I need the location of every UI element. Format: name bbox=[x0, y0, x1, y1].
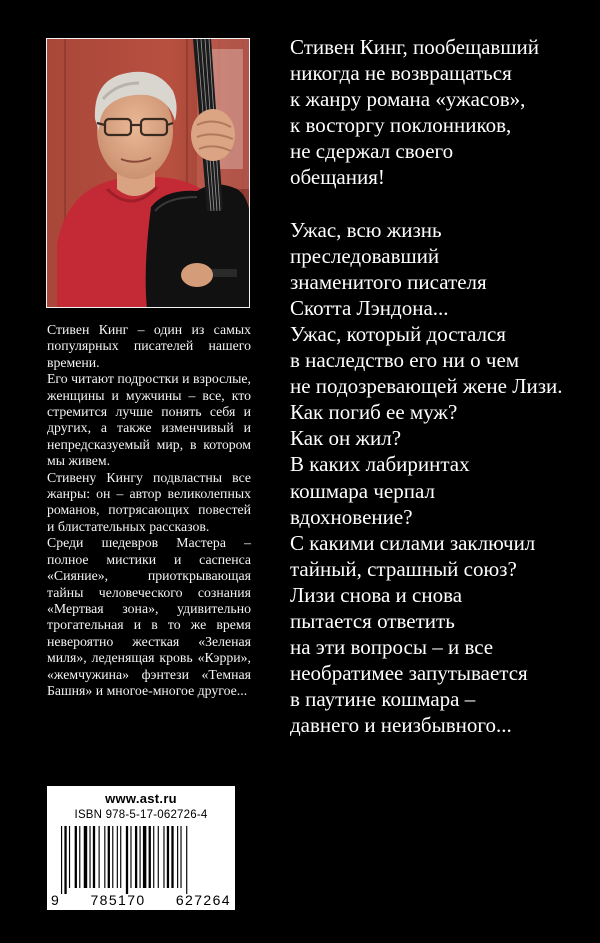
blurb-line: Ужас, который достался bbox=[290, 321, 506, 346]
blurb-line: тайный, страшный союз? bbox=[290, 556, 517, 581]
blurb-line: В каких лабиринтах bbox=[290, 452, 470, 477]
barcode-icon bbox=[61, 826, 221, 894]
blurb-line: не подозревающей жене Лизи. bbox=[290, 374, 563, 399]
blurb-lead bbox=[290, 34, 590, 191]
blurb-line: преследовавший bbox=[290, 243, 440, 268]
blurb-line: в наследство его ни о чем bbox=[290, 348, 520, 373]
author-bio bbox=[47, 322, 251, 699]
isbn-text: ISBN 978-5-17-062726-4 bbox=[74, 809, 208, 821]
blurb-line: Стивен Кинг, пообещавший bbox=[290, 35, 539, 59]
blurb-line: знаменитого писателя bbox=[290, 269, 487, 294]
bio-paragraph: Среди шедевров Мастера – полное мистики и саспенса «Сияние», приоткрывающая тайны человеческого сознания «Мертвая зона», удивительно трогательная и в то же время невероятно жесткая «Зеленая миля», леденящая кровь «Кэрри», «жемчужина» фэнтези «Темная Башня» и многое-многое другое... bbox=[47, 535, 251, 698]
blurb-line: на эти вопросы – и все bbox=[290, 635, 494, 660]
bio-paragraph: Его читают подростки и взрослые, женщины и мужчины – все, кто стремится лучше понять себя и других, а также изменчивый и непредсказуемый мир, в котором мы живем. bbox=[47, 371, 251, 469]
blurb-line: необратимее запутывается bbox=[290, 661, 528, 686]
author-photo bbox=[46, 38, 250, 308]
blurb-line: давнего и неизбывного... bbox=[290, 713, 512, 738]
book-blurb bbox=[290, 34, 590, 738]
blurb-line: Ужас, всю жизнь bbox=[290, 217, 442, 242]
publisher-site: www.ast.ru bbox=[105, 791, 177, 806]
bio-paragraph: Стивену Кингу подвластны все жанры: он – автор великолепных романов, потрясающих повестей и блистательных рассказов. bbox=[47, 469, 251, 534]
bio-paragraph: Стивен Кинг – один из самых популярных писателей нашего времени. bbox=[47, 322, 251, 370]
blurb-line: Как погиб ее муж? bbox=[290, 400, 458, 425]
blurb-line: пытается ответить bbox=[290, 608, 455, 633]
barcode-digit-prefix: 9 bbox=[51, 892, 61, 908]
blurb-line: С какими силами заключил bbox=[290, 530, 536, 555]
blurb-line: Скотта Лэндона... bbox=[290, 295, 449, 320]
author-portrait-image bbox=[47, 39, 250, 308]
blurb-line: кошмара черпал bbox=[290, 478, 435, 503]
blurb-line: к жанру романа «ужасов», bbox=[290, 87, 526, 112]
blurb-line: в паутине кошмара – bbox=[290, 687, 476, 712]
blurb-line: никогда не возвращаться bbox=[290, 61, 512, 86]
barcode-digit-group-left: 785170 bbox=[90, 892, 146, 908]
blurb-line: Лизи снова и снова bbox=[290, 582, 463, 607]
barcode-box bbox=[47, 786, 235, 910]
blurb-line: обещания! bbox=[290, 165, 385, 190]
barcode-digit-group-right: 627264 bbox=[175, 892, 231, 908]
blurb-line: Как он жил? bbox=[290, 426, 402, 451]
blurb-body bbox=[290, 217, 590, 739]
blurb-line: не сдержал своего bbox=[290, 139, 454, 164]
blurb-line: вдохновение? bbox=[290, 504, 413, 529]
barcode-digits bbox=[51, 892, 231, 908]
blurb-line: к восторгу поклонников, bbox=[290, 113, 512, 138]
